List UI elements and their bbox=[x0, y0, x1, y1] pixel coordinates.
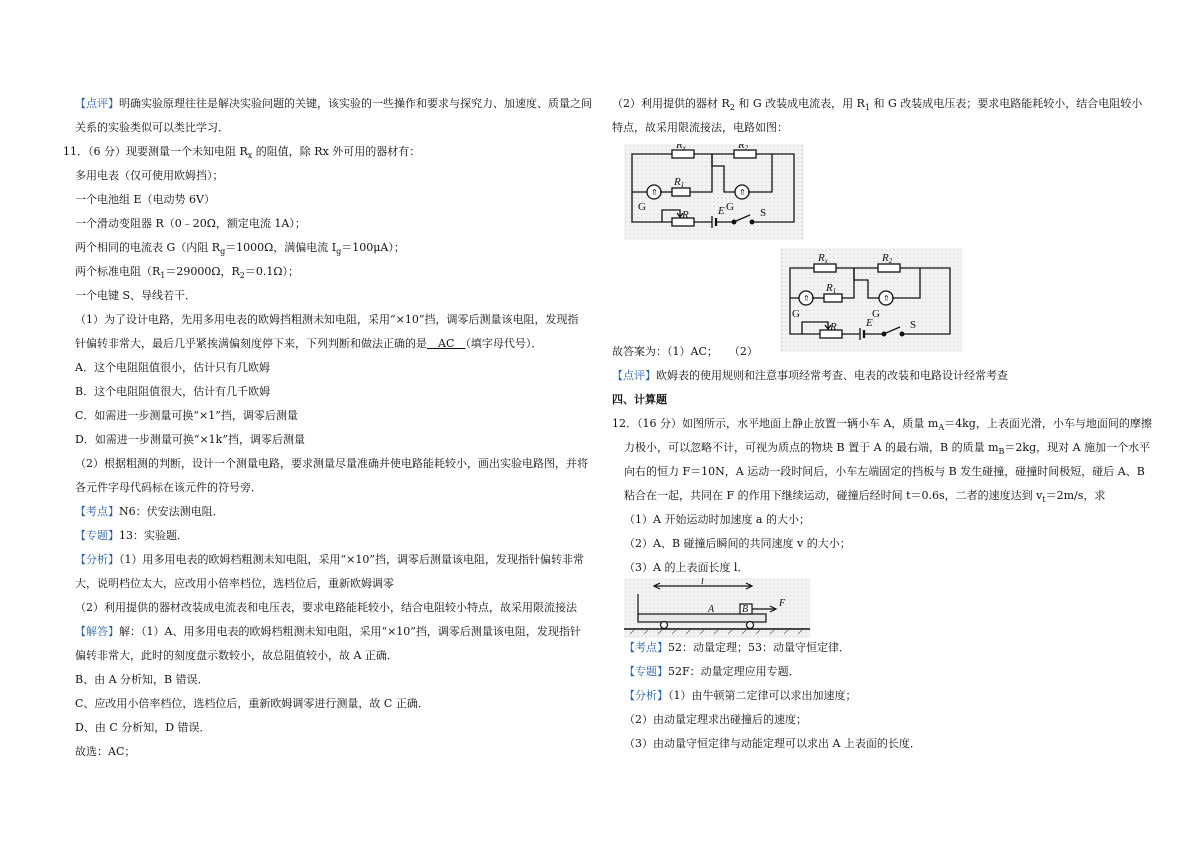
cart-label-f: F bbox=[779, 598, 786, 609]
cart-label-a: A bbox=[708, 604, 715, 615]
q11-stem: 11．（6 分）现要测量一个未知电阻 $R_x$ 的阻值，除 Rx 外可用的器材有： bbox=[63, 145, 421, 161]
q12-zhuanti: 【专题】52F：动量定理应用专题． bbox=[624, 665, 800, 678]
q12-fenxi-2: （2）由动量定理求出碰撞后的速度； bbox=[624, 713, 807, 726]
q12-kaodian: 【考点】52：动量定理；53：动量守恒定律． bbox=[624, 641, 850, 654]
circuit-1-label-e: E bbox=[718, 205, 725, 217]
circuit-diagram-1 bbox=[624, 144, 804, 240]
circuit-diagram-2 bbox=[780, 248, 962, 352]
answer-line: 故答案为：（1）AC； （2） bbox=[612, 345, 758, 358]
q12-sub-2: （2）A、B 碰撞后瞬间的共同速度 v 的大小； bbox=[624, 537, 851, 550]
equipment-4: 两个相同的电流表 G（内阻 $R_g=1000\Omega$，满偏电流 $I_g=100\mu A$）； bbox=[75, 241, 405, 257]
q11-part2-line2: 各元件字母代码标在该元件的符号旁． bbox=[75, 481, 262, 494]
cart-label-l: l bbox=[701, 578, 704, 587]
section-title: 四、计算题 bbox=[612, 393, 667, 406]
r-line-2: 特点，故采用限流接法，电路如图： bbox=[612, 121, 788, 134]
g2-arrow-icon: ⇑ bbox=[739, 188, 746, 197]
q12-line-3: 向右的恒力 F＝10N，A 运动一段时间后，小车左端固定的挡板与 B 发生碰撞，碰撞时间极短，碰后 A、B bbox=[624, 465, 1145, 478]
g1-arrow-icon: ⇑ bbox=[651, 188, 658, 197]
jieda-line-5: D、由 C 分析知，D 错误． bbox=[75, 721, 211, 734]
circuit-1-label-r1: R1 bbox=[674, 176, 685, 189]
jieda-line-1: 【解答】解：（1）A、用多用电表的欧姆档粗测未知电阻，采用“×10”挡，调零后测量该电阻，发现指针 bbox=[75, 625, 581, 638]
jieda-line-6: 故选：AC； bbox=[75, 745, 136, 758]
jieda-line-2: 偏转非常大，此时的刻度盘示数较小，故总阻值较小，故 A 正确． bbox=[75, 649, 398, 662]
cart-figure bbox=[624, 578, 810, 638]
g2-arrow-icon: ⇑ bbox=[883, 294, 890, 303]
q12-fenxi-1: 【分析】（1）由牛顿第二定律可以求出加速度； bbox=[624, 689, 857, 702]
q12-line-4: 粘合在一起，共同在 F 的作用下继续运动，碰撞后经时间 t＝0.6s，二者的速度达到 $v_t=2m/s$，求 bbox=[624, 489, 1106, 505]
circuit-2-label-r2: R2 bbox=[882, 252, 893, 265]
circuit-2-label-g2: G bbox=[872, 308, 880, 320]
equipment-1: 多用电表（仅可使用欧姆挡）； bbox=[75, 169, 224, 182]
comment-line-1: 【点评】明确实验原理往往是解决实验问题的关键，该实验的一些操作和要求与探究力、加速度、质量之间 bbox=[75, 97, 592, 110]
q12-line-2: 力极小，可以忽略不计，可视为质点的物块 B 置于 A 的最右端，B 的质量 $m_B=2kg$，现对 A 施加一个水平 bbox=[624, 441, 1151, 457]
equipment-3: 一个滑动变阻器 R（0﹣20Ω，额定电流 1A）； bbox=[75, 217, 306, 230]
option-a: A．这个电阻阻值很小，估计只有几欧姆 bbox=[75, 361, 270, 374]
kaodian-line: 【考点】N6：伏安法测电阻． bbox=[75, 505, 224, 518]
q12-fenxi-3: （3）由动量守恒定律与动能定理可以求出 A 上表面的长度． bbox=[624, 737, 921, 750]
q12-line-1: 12．（16 分）如图所示，水平地面上静止放置一辆小车 A，质量 $m_A=4kg$，上表面光滑，小车与地面间的摩擦 bbox=[612, 417, 1152, 433]
circuit-2-label-rx: Rx bbox=[818, 252, 828, 265]
r-line-1: （2）利用提供的器材 $R_2$ 和 G 改装成电流表，用 $R_1$ 和 G 改装成电压表；要求电路能耗较小，结合电阻较小 bbox=[612, 97, 1143, 113]
circuit-1-label-r: R bbox=[682, 209, 689, 221]
jieda-line-3: B、由 A 分析知，B 错误． bbox=[75, 673, 209, 686]
fenxi-line-1: 【分析】（1）用多用电表的欧姆档粗测未知电阻，采用“×10”挡，调零后测量该电阻，发现指针偏转非常 bbox=[75, 553, 584, 566]
option-d: D．如需进一步测量可换“×1k”挡，调零后测量 bbox=[75, 433, 305, 446]
g1-arrow-icon: ⇑ bbox=[803, 294, 810, 303]
circuit-1-label-g1: G bbox=[638, 201, 646, 213]
circuit-1-label-rx: Rx bbox=[676, 144, 686, 152]
circuit-1-label-r2: R2 bbox=[738, 144, 749, 152]
q11-part1-line1: （1）为了设计电路，先用多用电表的欧姆挡粗测未知电阻，采用“×10”挡，调零后测量该电阻，发现指 bbox=[75, 313, 579, 326]
q12-sub-3: （3）A 的上表面长度 l． bbox=[624, 561, 749, 574]
jieda-line-4: C、应改用小倍率档位，选档位后，重新欧姆调零进行测量，故 C 正确． bbox=[75, 697, 429, 710]
circuit-2-label-r1: R1 bbox=[826, 282, 837, 295]
zhuanti-line: 【专题】13：实验题． bbox=[75, 529, 188, 542]
circuit-svg-2 bbox=[780, 248, 962, 352]
r-comment-line: 【点评】欧姆表的使用规则和注意事项经常考查、电表的改装和电路设计经常考查 bbox=[612, 369, 1008, 382]
circuit-2-label-r: R bbox=[830, 321, 837, 333]
equipment-6: 一个电键 S、导线若干． bbox=[75, 289, 197, 302]
fenxi-line-2: 大，说明档位太大，应改用小倍率档位，选档位后，重新欧姆调零 bbox=[75, 577, 394, 590]
q11-part2-line1: （2）根据粗测的判断，设计一个测量电路，要求测量尽量准确并使电路能耗较小，画出实验电路图，并将 bbox=[75, 457, 588, 470]
equipment-5: 两个标准电阻（$R_1=29000\Omega$，$R_2=0.1\Omega$）； bbox=[75, 265, 300, 281]
equipment-2: 一个电池组 E（电动势 6V） bbox=[75, 193, 215, 206]
option-b: B．这个电阻阻值很大，估计有几千欧姆 bbox=[75, 385, 271, 398]
option-c: C．如需进一步测量可换“×1”挡，调零后测量 bbox=[75, 409, 298, 422]
circuit-2-label-e: E bbox=[866, 317, 873, 329]
q12-sub-1: （1）A 开始运动时加速度 a 的大小； bbox=[624, 513, 810, 526]
circuit-1-label-g2: G bbox=[726, 201, 734, 213]
circuit-svg-1 bbox=[624, 144, 804, 240]
circuit-2-label-g1: G bbox=[792, 308, 800, 320]
circuit-2-label-s: S bbox=[910, 319, 917, 331]
cart-svg bbox=[624, 578, 810, 638]
fenxi-line-3: （2）利用提供的器材改装成电流表和电压表，要求电路能耗较小，结合电阻较小特点，故采用限流接法 bbox=[75, 601, 577, 614]
q11-part1-line2: 针偏转非常大，最后几乎紧挨满偏刻度停下来，下列判断和做法正确的是 AC （填字母代号）． bbox=[75, 337, 543, 350]
comment-line-2: 关系的实验类似可以类比学习． bbox=[75, 121, 229, 134]
circuit-1-label-s: S bbox=[760, 207, 767, 219]
cart-label-b: B bbox=[742, 604, 749, 615]
